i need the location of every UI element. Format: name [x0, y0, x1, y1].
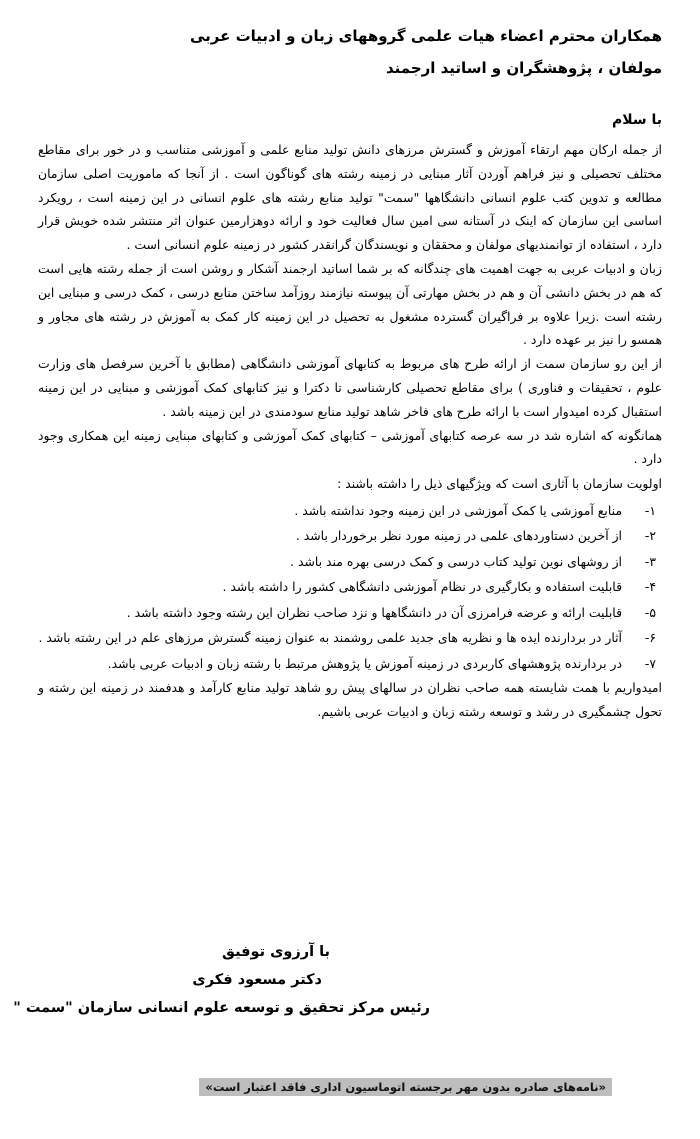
priority-number: ۵-: [644, 604, 656, 620]
priority-text: منابع آموزشی یا کمک آموزشی در این زمینه وجود نداشته باشد .: [294, 502, 622, 518]
priority-text: در بردارنده پژوهشهای کاربردی در زمینه آموزش یا پژوهش مرتبط با رشته زبان و ادبیات عربی باشد.: [107, 655, 622, 671]
signature-block: [13, 938, 430, 1022]
priority-item: [38, 651, 662, 677]
body-paragraph-1: از جمله ارکان مهم ارتقاء آموزش و گسترش مرزهای دانش تولید منابع علمی و آموزشی متناسب و در خور برای مقاطع مختلف تحصیلی و نیز فراهم آوردن آثار مبنایی در زمینه رشته های گوناگون است . از آنجا که ماموریت اصلی سازمان مطالعه و تدوین کتب علوم انسانی دانشگاهها "سمت" تولید منابع رشته های علوم انسانی در این زمینه است ، رویکرد اساسی این سازمان که اینک در آستانه سی امین سال فعالیت خود و ارائه دوهزارمین عنوان اثر منتشر شده خویش قرار دارد ، استفاده از توانمندیهای مولفان و محققان و نویسندگان گرانقدر کشور در زمینه علوم انسانی است .: [38, 142, 662, 253]
signer-title: رئیس مرکز تحقیق و توسعه علوم انسانی سازمان "سمت ": [13, 1000, 430, 1016]
validity-notice: «نامه‌های صادره بدون مهر برجسته اتوماسیون اداری فاقد اعتبار است»: [199, 1078, 612, 1096]
priority-number: ۴-: [644, 579, 656, 595]
priority-text: آثار در بردارنده ایده ها و نظریه های جدید علمی روشمند به عنوان زمینه گسترش مرزهای علم در این رشته باشد .: [38, 630, 622, 646]
recipients-subheading: مولفان ، پژوهشگران و اساتید ارجمند: [385, 59, 662, 77]
body-paragraph-3: از این رو سازمان سمت از ارائه طرح های مربوط به کتابهای آموزشی دانشگاهی (مطابق با آخرین سرفصل های وزارت علوم ، تحقیقات و فناوری ) برای مقاطع تحصیلی کارشناسی تا دکترا و نیز کتابهای کمک آموزشی و مبنایی در این زمینه استقبال کرده امیدوار است با ارائه طرح های فاخر شاهد تولید منابع سودمندی در این زمینه باشد .: [38, 356, 662, 419]
body-paragraph-4: همانگونه که اشاره شد در سه عرصه کتابهای آموزشی – کتابهای کمک آموزشی و کتابهای مبنایی زمینه این همکاری وجود دارد .: [38, 427, 662, 467]
priority-item: [38, 625, 662, 651]
priority-number: ۲-: [644, 528, 656, 544]
priority-number: ۱-: [644, 502, 656, 518]
priority-number: ۷-: [644, 655, 656, 671]
priority-list: [38, 498, 662, 677]
signer-name: دکتر مسعود فکری: [192, 972, 322, 988]
body-paragraph-2: زبان و ادبیات عربی به جهت اهمیت های چندگانه که بر شما اساتید ارجمند آشکار و روشن است از جمله رشته هایی است که هم در بخش دانشی آن و هم در بخش مهارتی آن پیوسته نیازمند روزآمد ساختن منابع درسی ، کمک درسی و مبنایی این رشته است .زیرا علاوه بر فراگیران گسترده مشغول به تحصیل در این زمینه کار کمک به آموزش در رشته های مجاور و همسو را نیز بر عهده دارد .: [38, 260, 662, 348]
priority-text: از روشهای نوین تولید کتاب درسی و کمک درسی بهره مند باشد .: [290, 553, 622, 569]
priority-intro: اولویت سازمان با آثاری است که ویژگیهای ذیل را داشته باشند :: [337, 476, 662, 492]
priority-number: ۳-: [644, 553, 656, 569]
priority-item: [38, 600, 662, 626]
letter-body: [38, 138, 662, 724]
priority-item: [38, 498, 662, 524]
priority-text: از آخرین دستاوردهای علمی در زمینه مورد نظر برخوردار باشد .: [295, 528, 622, 544]
priority-text: قابلیت ارائه و عرضه فرامرزی آن در دانشگاهها و نزد صاحب نظران این رشته وجود داشته باشد .: [126, 604, 622, 620]
priority-item: [38, 523, 662, 549]
signature-wish: با آرزوی توفیق: [222, 944, 330, 960]
priority-item: [38, 574, 662, 600]
closing-paragraph: امیدواریم با همت شایسته همه صاحب نظران در سالهای پیش رو شاهد تولید منابع کارآمد و هدفمند در زمینه این رشته و تحول چشمگیری در رشد و توسعه رشته زبان و ادبیات عربی باشیم.: [38, 680, 662, 720]
recipients-heading: همکاران محترم اعضاء هیات علمی گروههای زبان و ادبیات عربی: [189, 27, 662, 45]
salutation: با سلام: [611, 112, 662, 128]
priority-item: [38, 549, 662, 575]
priority-number: ۶-: [644, 630, 656, 646]
priority-text: قابلیت استفاده و بکارگیری در نظام آموزشی دانشگاهی کشور را داشته باشد .: [222, 579, 622, 595]
